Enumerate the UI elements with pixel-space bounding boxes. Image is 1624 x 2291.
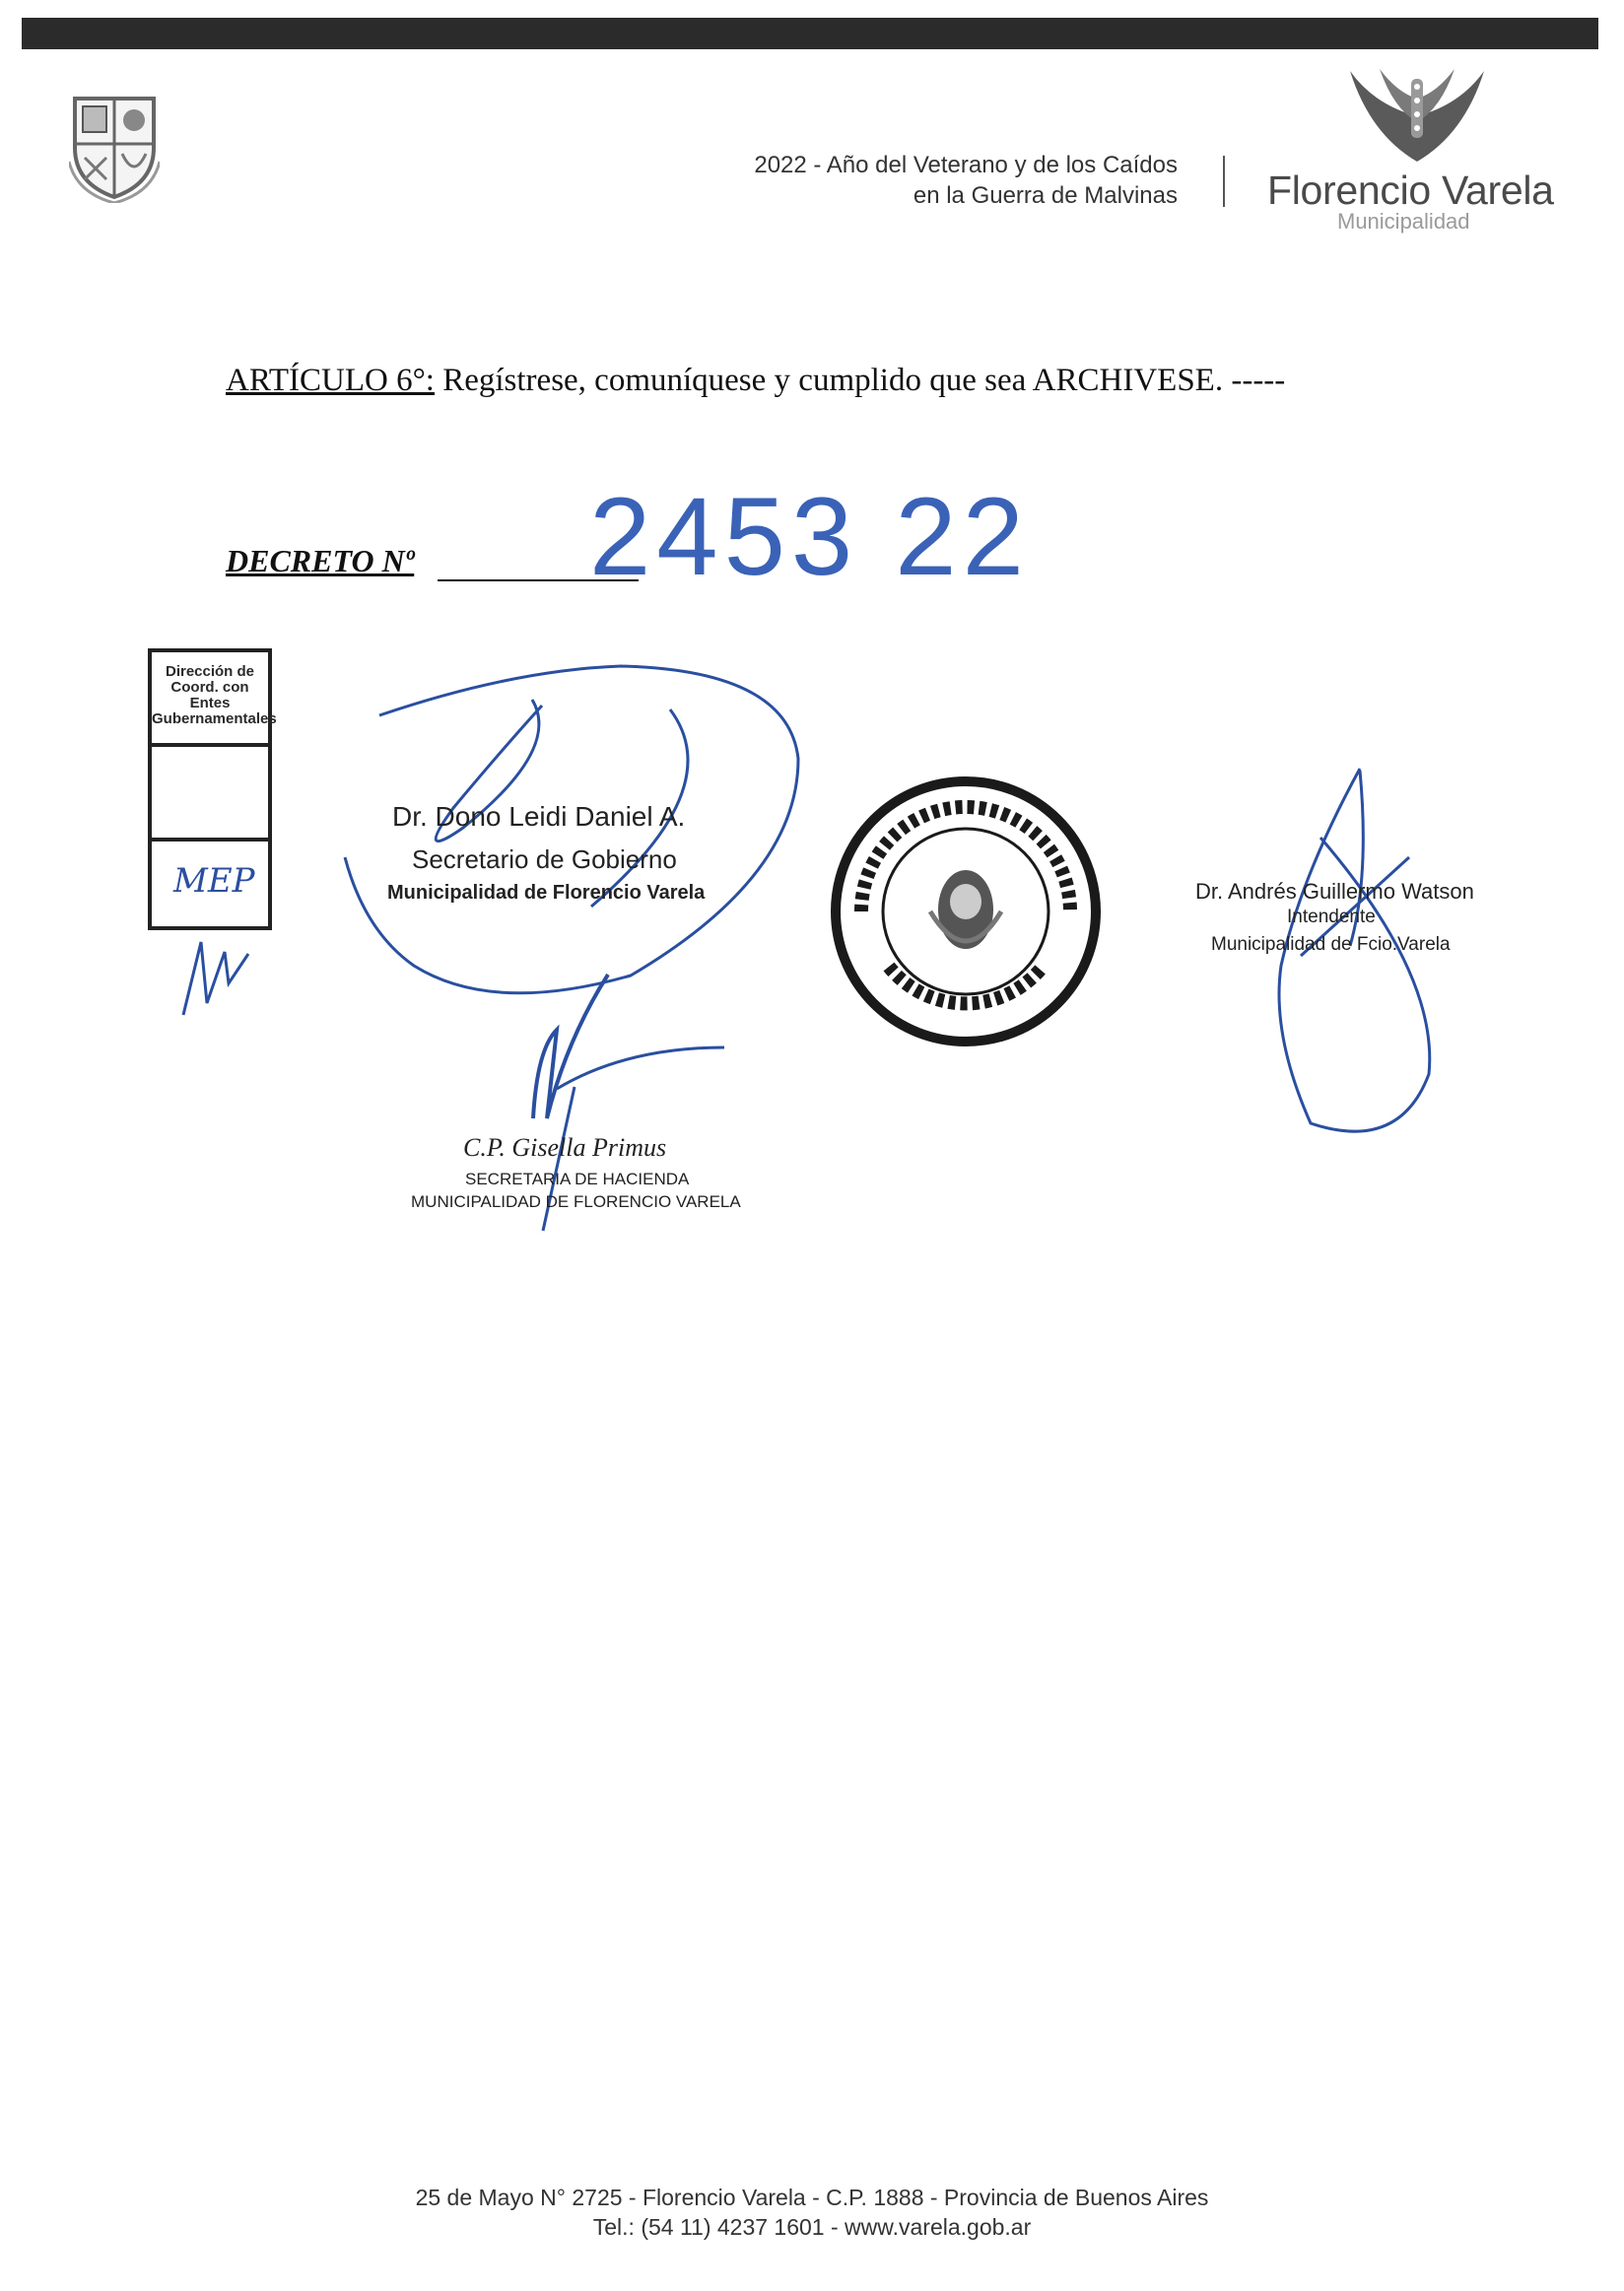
header-motto [754, 150, 1178, 211]
stamp-box-empty-cell [152, 747, 268, 842]
brand-subtitle: Municipalidad [1337, 209, 1470, 234]
coat-of-arms-icon [69, 93, 160, 203]
decree-number-stamp: 2453 22 [589, 475, 1030, 598]
motto-line-2: en la Guerra de Malvinas [913, 182, 1178, 209]
gobierno-signer-role: Secretario de Gobierno [412, 844, 677, 874]
top-bar [22, 18, 1598, 49]
coordination-stamp-box [148, 648, 277, 930]
stamp-box-initials-cell [152, 842, 268, 926]
gobierno-signer-name: Dr. Dono Leidi Daniel A. [392, 801, 686, 832]
intendente-signer-role: Intendente [1287, 907, 1376, 927]
footer-contact: Tel.: (54 11) 4237 1601 - www.varela.gob.ar [592, 2214, 1032, 2240]
article-6 [226, 363, 1285, 399]
intendente-signer-institution: Municipalidad de Fcio.Varela [1211, 934, 1451, 955]
intendente-signer-name: Dr. Andrés Guillermo Watson [1195, 879, 1474, 904]
stamp-box-initials: MEP [173, 861, 255, 901]
initials-signature-icon [177, 924, 256, 1023]
brand-name: Florencio Varela [1267, 168, 1554, 213]
footer-address: 25 de Mayo N° 2725 - Florencio Varela - C.P. 1888 - Provincia de Buenos Aires [415, 2185, 1209, 2210]
hacienda-signer-role: SECRETARIA DE HACIENDA [465, 1170, 690, 1188]
gobierno-signer-institution: Municipalidad de Florencio Varela [387, 882, 706, 904]
article-label: ARTÍCULO 6°: [226, 363, 435, 398]
article-text: Regístrese, comuníquese y cumplido que sea ARCHIVESE. ----- [434, 363, 1286, 398]
florencio-varela-logo-icon [1342, 65, 1492, 166]
header-divider [1223, 156, 1225, 207]
stamp-box-header: Dirección de Coord. con Entes Gubernamentales [152, 652, 268, 747]
decree-label: DECRETO Nº [226, 543, 415, 578]
hacienda-signer-institution: MUNICIPALIDAD DE FLORENCIO VARELA [411, 1192, 741, 1211]
motto-line-1: 2022 - Año del Veterano y de los Caídos [754, 152, 1178, 178]
municipal-seal-icon [818, 764, 1114, 1059]
hacienda-signer-name: C.P. Gisella Primus [463, 1133, 667, 1162]
